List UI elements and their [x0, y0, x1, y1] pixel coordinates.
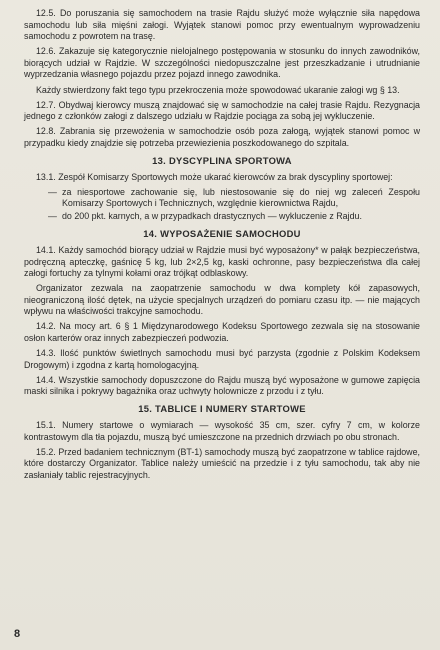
paragraph-12-7: 12.7. Obydwaj kierowcy muszą znajdować się w samochodzie na całej trasie Rajdu. Rezygnacja jednego z członków załogi z dalszego udziału w Rajdzie pociąga za sobą jej wykluczenie. [24, 99, 420, 122]
page-number: 8 [14, 628, 21, 640]
list-item [48, 211, 420, 223]
paragraph-13-1: 13.1. Zespół Komisarzy Sportowych może ukarać kierowców za brak dyscypliny sportowej: [36, 171, 393, 182]
section-13-list [24, 187, 420, 223]
paragraph-12-6-note: Każdy stwierdzony fakt tego typu przekroczenia może spowodować ukaranie załogi wg § 13. [36, 84, 400, 95]
paragraph-14-4: 14.4. Wszystkie samochody dopuszczone do Rajdu muszą być wyposażone w gumowe zapięcia maski silnika i pokrywy bagażnika oraz uchwyty holownicze z przodu i z tyłu. [24, 374, 420, 397]
paragraph-14-2: 14.2. Na mocy art. 6 § 1 Międzynarodowego Kodeksu Sportowego zezwala się na stosowanie osłon karterów oraz innych zabezpieczeń podwozia. [24, 321, 420, 344]
paragraph-14-1: 14.1. Każdy samochód biorący udział w Rajdzie musi być wyposażony* w pałąk bezpieczeństwa, podręczną apteczkę, gaśnicę 5 kg, lub 2×2,5 kg, kaski ochronne, pasy bezpieczeństwa dla całej załogi fortuchy za tylnymi kołami oraz trójkąt odblaskowy. [24, 244, 420, 279]
dash-mark: — [48, 186, 57, 197]
paragraph-12-5: 12.5. Do poruszania się samochodem na trasie Rajdu służyć może wyłącznie siła napędowa samochodu lub siła mięśni załogi. Wyjątek stanowi pomoc przy ewentualnym wyprowadzeniu samochodu z powrotem na trasę. [24, 8, 420, 42]
paragraph-12-8: 12.8. Zabrania się przewożenia w samochodzie osób poza załogą, wyjątek stanowi pomoc w przypadku kiedy znajdzie się potrzeba przewiezienia poszkodowanego do szpitala. [24, 126, 420, 148]
section-14-heading: 14. WYPOSAŻENIE SAMOCHODU [143, 227, 301, 239]
paragraph-15-2: 15.2. Przed badaniem technicznym (BT-1) samochody muszą być zaopatrzone w tablice rajdowe, które dostarczy Organizator. Tablice należy umieścić na przedzie i z tyłu samochodu, tak aby nie zasłaniały tablic rejestracyjnych. [24, 446, 420, 480]
paragraph-12-6: 12.6. Zakazuje się kategorycznie nielojalnego postępowania w stosunku do innych zawodników, biorących udział w Rajdzie. W szczególności niedopuszczalne jest przeszkadzanie i utrudnianie wyprzedzania własnego pojazdu przez pojazd innego zawodnika. [24, 46, 420, 80]
paragraph-14-1-note: Organizator zezwala na zaopatrzenie samochodu w dwa komplety kół zapasowych, nieograniczoną ilość dętek, na użycie specjalnych urządzeń do pomiaru czasu itp. — nie mających wpływu na właściwości trakcyjne samochodu. [24, 283, 420, 317]
paragraph-14-3: 14.3. Ilość punktów świetlnych samochodu musi być parzysta (zgodnie z Polskim Kodeksem Drogowym) i zgodna z kartą homologacyjną. [24, 348, 420, 370]
list-item-text: za niesportowe zachowanie się, lub niestosowanie się do niej wg zaleceń Zespołu Komisarzy Sportowych i Technicznych, względnie kierownictwa Rajdu, [62, 186, 420, 209]
list-item [48, 187, 420, 210]
dash-mark: — [48, 211, 57, 222]
section-13-heading: 13. DYSCYPLINA SPORTOWA [152, 154, 292, 166]
section-15-heading: 15. TABLICE I NUMERY STARTOWE [138, 403, 306, 415]
list-item-text: do 200 pkt. karnych, a w przypadkach drastycznych — wykluczenie z Rajdu. [62, 211, 362, 222]
paragraph-15-1: 15.1. Numery startowe o wymiarach — wysokość 35 cm, szer. cyfry 7 cm, w kolorze kontrastowym dla tła pojazdu, muszą być umieszczone na przednich drzwiach po obu stronach. [24, 420, 420, 442]
